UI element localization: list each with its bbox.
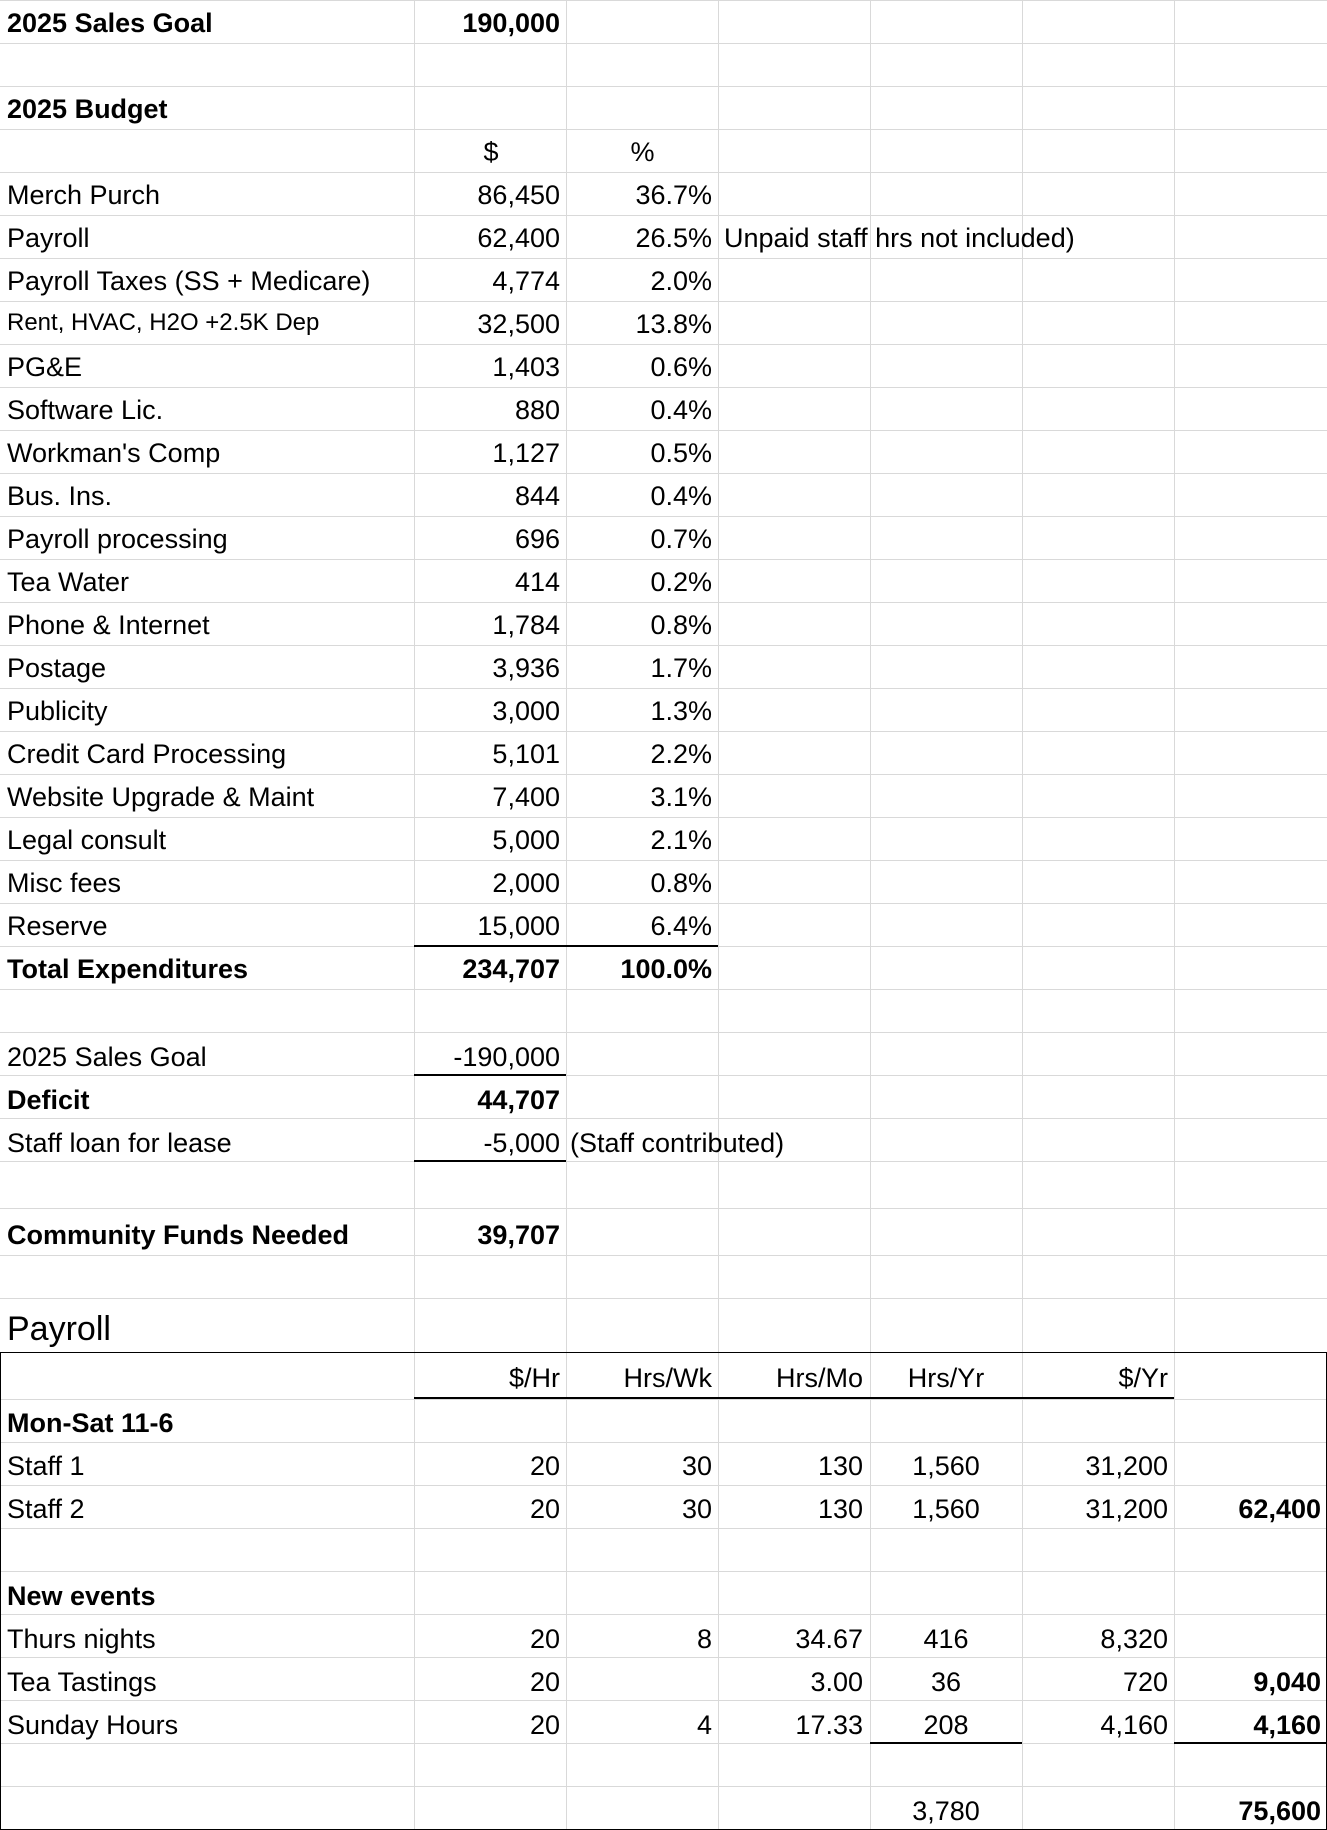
budget-row-amount[interactable]: 7,400 [492,782,560,812]
budget-row-label[interactable]: Merch Purch [7,180,161,210]
payroll-row-dollar-yr[interactable]: 4,160 [1100,1710,1168,1740]
budget-row-amount[interactable]: 844 [514,481,560,511]
budget-row-amount[interactable]: 1,127 [492,438,560,468]
gridline-horizontal [0,989,1327,990]
payroll-row-hrs-mo[interactable]: 130 [817,1451,863,1481]
budget-row-label[interactable]: Workman's Comp [7,438,221,468]
payroll-group-mon-sat[interactable]: Mon-Sat 11-6 [7,1408,174,1438]
budget-row-pct[interactable]: 0.6% [650,352,712,382]
payroll-row-dollar-yr[interactable]: 31,200 [1085,1451,1168,1481]
budget-row-amount[interactable]: 5,000 [492,825,560,855]
payroll-row-label[interactable]: Tea Tastings [7,1667,157,1697]
budget-row-label[interactable]: Publicity [7,696,108,726]
total-expenditures-pct[interactable]: 100.0% [620,954,712,984]
payroll-header-dollar-yr[interactable]: $/Yr [1118,1363,1168,1393]
gridline-horizontal [0,688,1327,689]
payroll-row-rate[interactable]: 20 [529,1710,560,1740]
sum-total-underline [1174,1742,1326,1744]
budget-col-pct[interactable]: % [630,137,655,167]
gridline-horizontal [0,1032,1327,1033]
deficit-label[interactable]: Deficit [7,1085,90,1115]
gridline-horizontal [0,860,1327,861]
budget-row-amount[interactable]: 62,400 [477,223,560,253]
budget-row-pct[interactable]: 0.4% [650,395,712,425]
payroll-row-hrs-mo[interactable]: 130 [817,1494,863,1524]
budget-row-pct[interactable]: 2.1% [650,825,712,855]
payroll-row-hrs-yr[interactable]: 36 [930,1667,962,1697]
staff-loan-value[interactable]: -5,000 [483,1128,560,1158]
budget-row-label[interactable]: Payroll [7,223,90,253]
payroll-row-label[interactable]: Thurs nights [7,1624,156,1654]
payroll-total-hours[interactable]: 3,780 [912,1796,980,1826]
community-funds-value[interactable]: 39,707 [477,1220,560,1250]
payroll-row-hrs-yr[interactable]: 208 [923,1710,969,1740]
budget-row-amount[interactable]: 414 [514,567,560,597]
payroll-row-label[interactable]: Staff 2 [7,1494,85,1524]
payroll-row-sum[interactable]: 4,160 [1253,1710,1321,1740]
budget-row-note[interactable]: Unpaid staff hrs not included) [724,223,1075,253]
payroll-row-rate[interactable]: 20 [529,1667,560,1697]
budget-row-amount[interactable]: 4,774 [492,266,560,296]
gridline-horizontal [0,172,1327,173]
payroll-row-sum[interactable]: 9,040 [1253,1667,1321,1697]
budget-row-label[interactable]: Misc fees [7,868,122,898]
payroll-row-rate[interactable]: 20 [529,1494,560,1524]
gridline-horizontal [0,731,1327,732]
budget-row-label[interactable]: Bus. Ins. [7,481,113,511]
budget-title[interactable]: 2025 Budget [7,94,168,124]
payroll-header-hrs-yr[interactable]: Hrs/Yr [907,1363,985,1393]
budget-row-pct[interactable]: 6.4% [650,911,712,941]
budget-row-label[interactable]: Postage [7,653,107,683]
gridline-horizontal [0,516,1327,517]
payroll-header-hrs-mo[interactable]: Hrs/Mo [776,1363,863,1393]
payroll-row-hrs-wk[interactable]: 30 [681,1494,712,1524]
deficit-value[interactable]: 44,707 [477,1085,560,1115]
budget-row-label[interactable]: Payroll processing [7,524,228,554]
budget-row-pct[interactable]: 3.1% [650,782,712,812]
gridline-horizontal [0,1118,1327,1119]
gridline-horizontal [0,129,1327,130]
budget-row-amount[interactable]: 696 [514,524,560,554]
budget-row-pct[interactable]: 0.4% [650,481,712,511]
payroll-table-border [0,1352,1327,1830]
budget-row-amount[interactable]: 1,784 [492,610,560,640]
payroll-row-hrs-wk[interactable]: 4 [696,1710,712,1740]
total-expenditures-label[interactable]: Total Expenditures [7,954,249,984]
payroll-header-underline [414,1397,1174,1399]
payroll-row-rate[interactable]: 20 [529,1451,560,1481]
gridline-horizontal [0,430,1327,431]
budget-row-pct[interactable]: 36.7% [635,180,712,210]
gridline-horizontal [0,1208,1327,1209]
total-expenditures-amount[interactable]: 234,707 [462,954,560,984]
gridline-horizontal [0,387,1327,388]
payroll-header-hrs-wk[interactable]: Hrs/Wk [623,1363,712,1393]
budget-row-pct[interactable]: 0.8% [650,868,712,898]
payroll-row-hrs-wk[interactable]: 30 [681,1451,712,1481]
payroll-group-new-events[interactable]: New events [7,1581,156,1611]
budget-row-label[interactable]: Credit Card Processing [7,739,287,769]
gridline-horizontal [0,1298,1327,1299]
gridline-horizontal [0,1161,1327,1162]
budget-row-amount[interactable]: 880 [514,395,560,425]
loan-underline [414,1160,566,1162]
budget-row-amount[interactable]: 1,403 [492,352,560,382]
reserve-underline [414,945,718,947]
gridline-horizontal [0,215,1327,216]
summary-sales-goal-label[interactable]: 2025 Sales Goal [7,1042,207,1072]
gridline-horizontal [0,43,1327,44]
gridline-horizontal [0,258,1327,259]
budget-row-amount[interactable]: 3,000 [492,696,560,726]
gridline-horizontal [0,0,1327,1]
gridline-horizontal [0,1255,1327,1256]
gridline-horizontal [0,86,1327,87]
budget-row-pct[interactable]: 0.5% [650,438,712,468]
budget-row-pct[interactable]: 2.2% [650,739,712,769]
sales-goal-underline [414,1074,566,1076]
gridline-horizontal [0,903,1327,904]
payroll-row-hrs-yr[interactable]: 1,560 [912,1451,980,1481]
budget-row-label[interactable]: Payroll Taxes (SS + Medicare) [7,266,371,296]
payroll-row-rate[interactable]: 20 [529,1624,560,1654]
budget-col-dollar[interactable]: $ [483,137,499,167]
budget-row-amount[interactable]: 32,500 [477,309,560,339]
budget-row-amount[interactable]: 2,000 [492,868,560,898]
payroll-row-hrs-mo[interactable]: 34.67 [795,1624,863,1654]
gridline-horizontal [0,559,1327,560]
budget-row-label[interactable]: Website Upgrade & Maint [7,782,315,812]
payroll-row-hrs-yr[interactable]: 416 [923,1624,969,1654]
payroll-row-label[interactable]: Sunday Hours [7,1710,179,1740]
budget-row-label[interactable]: Rent, HVAC, H2O +2.5K Dep [7,309,320,336]
payroll-row-sum[interactable]: 62,400 [1238,1494,1321,1524]
community-funds-label[interactable]: Community Funds Needed [7,1220,350,1250]
gridline-horizontal [0,774,1327,775]
budget-row-pct[interactable]: 0.2% [650,567,712,597]
gridline-horizontal [0,301,1327,302]
staff-loan-note[interactable]: (Staff contributed) [570,1128,785,1158]
payroll-row-label[interactable]: Staff 1 [7,1451,85,1481]
budget-row-pct[interactable]: 0.7% [650,524,712,554]
payroll-header-rate[interactable]: $/Hr [508,1363,560,1393]
hrs-yr-total-underline [870,1742,1022,1744]
budget-row-amount[interactable]: 86,450 [477,180,560,210]
budget-row-pct[interactable]: 26.5% [635,223,712,253]
budget-row-pct[interactable]: 1.7% [650,653,712,683]
sales-goal-value[interactable]: 190,000 [462,8,560,38]
budget-row-label[interactable]: PG&E [7,352,83,382]
gridline-horizontal [0,602,1327,603]
payroll-row-dollar-yr[interactable]: 720 [1122,1667,1168,1697]
budget-row-label[interactable]: Reserve [7,911,108,941]
summary-sales-goal-value[interactable]: -190,000 [453,1042,560,1072]
gridline-horizontal [0,645,1327,646]
payroll-row-hrs-mo[interactable]: 17.33 [795,1710,863,1740]
budget-row-pct[interactable]: 0.8% [650,610,712,640]
budget-row-label[interactable]: Tea Water [7,567,130,597]
budget-row-amount[interactable]: 3,936 [492,653,560,683]
budget-row-amount[interactable]: 5,101 [492,739,560,769]
budget-row-pct[interactable]: 2.0% [650,266,712,296]
budget-row-pct[interactable]: 13.8% [635,309,712,339]
budget-row-pct[interactable]: 1.3% [650,696,712,726]
payroll-row-dollar-yr[interactable]: 8,320 [1100,1624,1168,1654]
budget-row-label[interactable]: Legal consult [7,825,167,855]
budget-row-amount[interactable]: 15,000 [477,911,560,941]
gridline-horizontal [0,344,1327,345]
payroll-row-hrs-mo[interactable]: 3.00 [810,1667,863,1697]
payroll-row-hrs-yr[interactable]: 1,560 [912,1494,980,1524]
payroll-row-dollar-yr[interactable]: 31,200 [1085,1494,1168,1524]
sales-goal-label[interactable]: 2025 Sales Goal [7,8,213,38]
budget-row-label[interactable]: Software Lic. [7,395,164,425]
gridline-horizontal [0,817,1327,818]
payroll-grand-total[interactable]: 75,600 [1238,1796,1321,1826]
gridline-horizontal [0,473,1327,474]
payroll-title[interactable]: Payroll [7,1310,111,1348]
gridline-horizontal [0,1075,1327,1076]
payroll-row-hrs-wk[interactable]: 8 [696,1624,712,1654]
budget-row-label[interactable]: Phone & Internet [7,610,210,640]
staff-loan-label[interactable]: Staff loan for lease [7,1128,232,1158]
